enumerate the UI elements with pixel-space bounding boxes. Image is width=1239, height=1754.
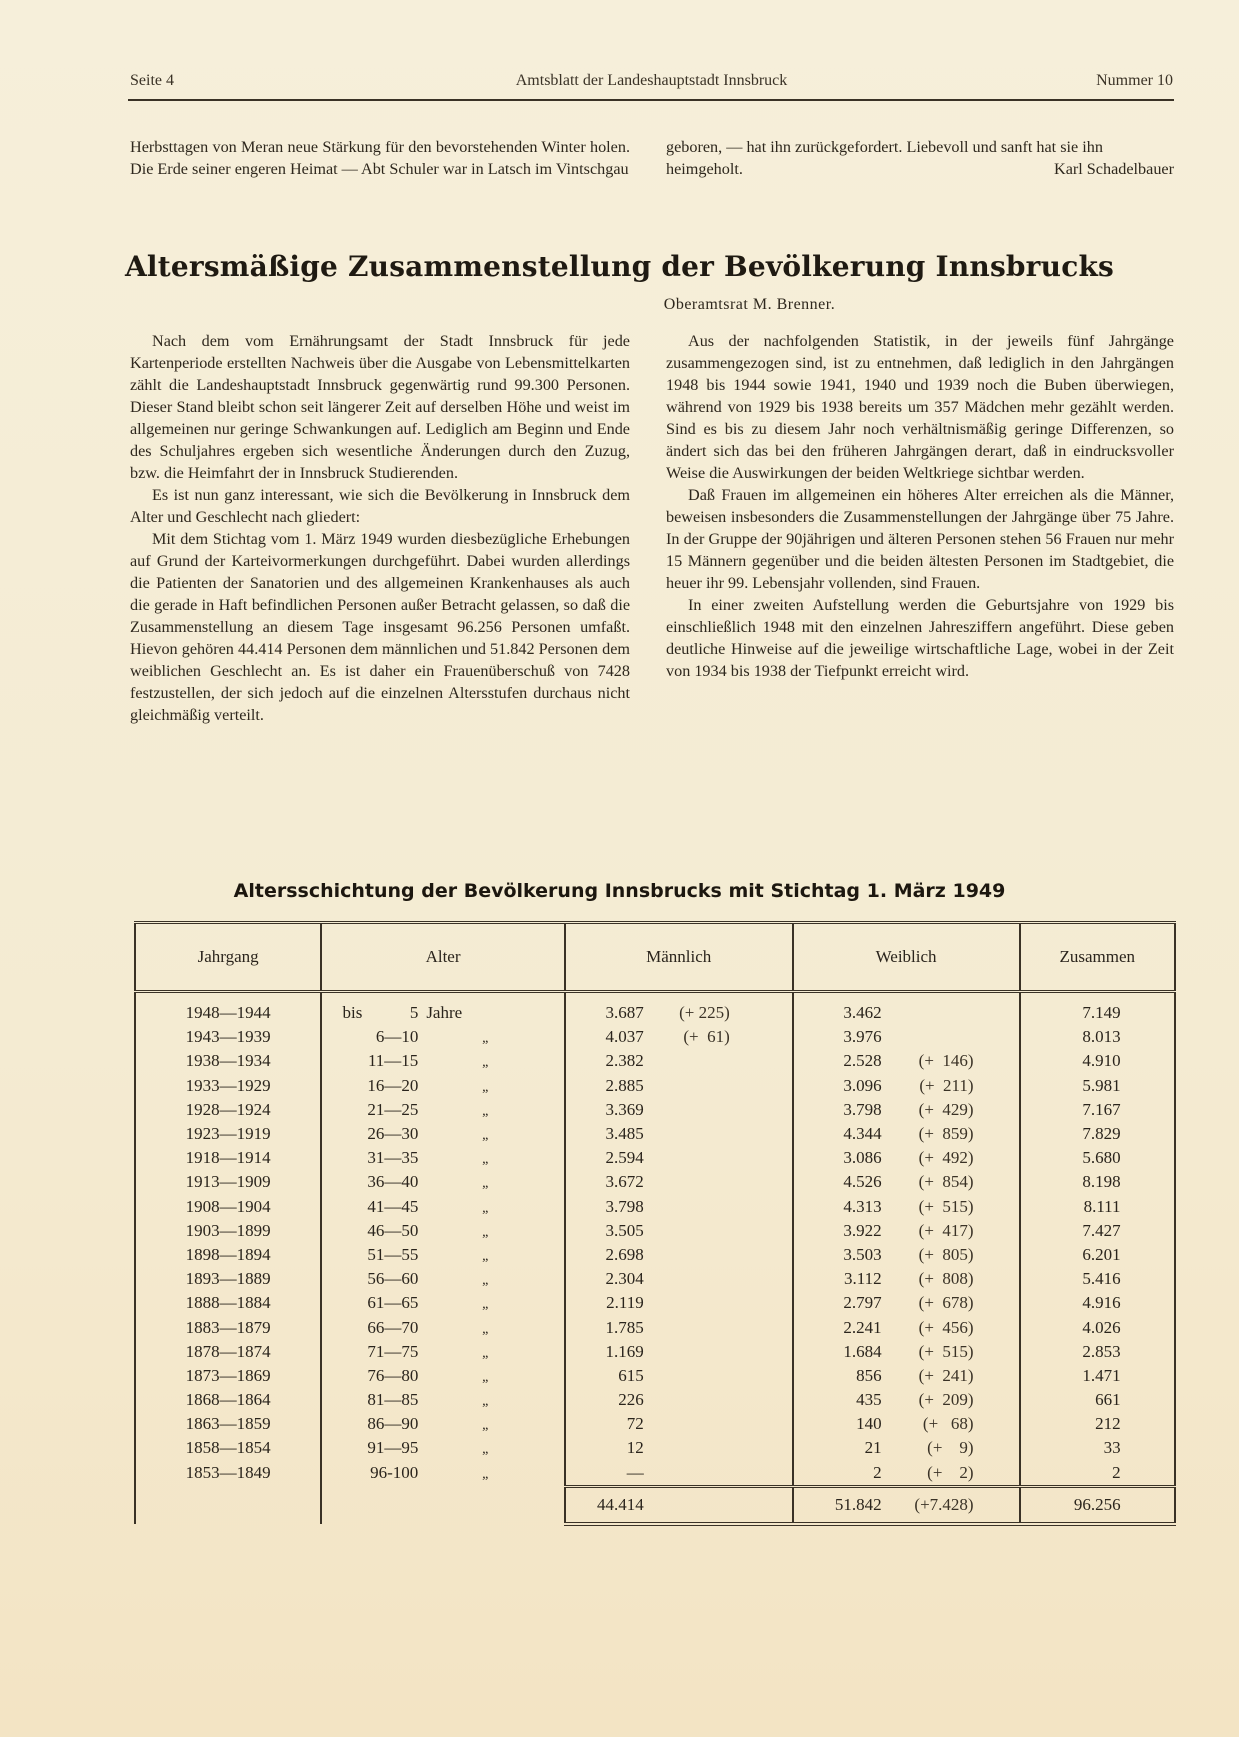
cell-zusammen — [1020, 1412, 1175, 1436]
female-surplus: (+ 241) — [918, 1365, 974, 1385]
total-count: 5.981 — [1082, 1075, 1121, 1095]
table-title: Altersschichtung der Bevölkerung Innsbrucks mit Stichtag 1. März 1949 — [233, 880, 1006, 902]
paragraph: Nach dem vom Ernährungsamt der Stadt Innsbruck für jede Kartenperiode erstellten Nachweis über die Ausgabe von Lebensmittelkarten zählt die Landeshauptstadt Innsbruck gegenwärtig rund 99.300 Personen. Dieser Stand bleibt schon seit längerer Zeit auf derselben Höhe und weist im allgemeinen nur geringe Schwankungen auf. Lediglich am Beginn und Ende des Schuljahres ergeben sich wesentliche Änderungen durch den Zuzug, bzw. die Heimfahrt der in Innsbruck Studierenden. — [130, 332, 630, 482]
male-count: 3.687 — [605, 1003, 644, 1023]
cell-weiblich — [793, 992, 1020, 1026]
total-count: 7.149 — [1082, 1003, 1121, 1023]
total-zusammen — [1020, 1486, 1175, 1524]
cell-weiblich — [793, 1170, 1020, 1194]
female-count: 435 — [856, 1390, 882, 1410]
cell-zusammen — [1020, 1291, 1175, 1315]
female-count: 140 — [856, 1414, 882, 1434]
cell-zusammen — [1020, 1195, 1175, 1219]
table-row — [135, 1122, 1175, 1146]
cell-weiblich — [793, 1049, 1020, 1073]
table-row — [135, 992, 1175, 1026]
cell-maennlich — [565, 1098, 793, 1122]
table-totals-row — [135, 1486, 1175, 1524]
article-title: Altersmäßige Zusammenstellung der Bevölkerung Innsbrucks — [124, 250, 1115, 283]
male-count: — — [626, 1462, 644, 1482]
cell-alter — [321, 1146, 564, 1170]
female-count: 3.462 — [843, 1003, 882, 1023]
cell-zusammen — [1020, 1074, 1175, 1098]
paragraph: Aus der nachfolgenden Statistik, in der jeweils fünf Jahrgänge zusammengezogen sind, ist zu entnehmen, daß lediglich in den Jahrgängen 1948 bis 1944 sowie 1941, 1940 und 1939 noch die Buben überwiegen, während von 1929 bis 1938 bereits um 357 Mädchen mehr gezählt werden. Sind es bis zu diesem Jahr noch verhältnismäßig geringe Differenzen, so ändert sich das bei den früheren Jahrgängen derart, daß in eindrucksvoller Weise die Auswirkungen der beiden Weltkriege sichtbar werden. — [666, 332, 1174, 482]
cell-alter — [321, 1243, 564, 1267]
blank-cell — [321, 1486, 564, 1524]
cell-jahrgang: 1918—1914 — [135, 1146, 321, 1170]
female-count: 3.922 — [843, 1220, 882, 1240]
cell-alter — [321, 1195, 564, 1219]
table-row — [135, 1170, 1175, 1194]
female-surplus: (+ 492) — [918, 1148, 974, 1168]
cell-jahrgang: 1908—1904 — [135, 1195, 321, 1219]
cell-maennlich — [565, 1436, 793, 1460]
age-unit: „ — [482, 1224, 489, 1240]
cell-jahrgang: 1883—1879 — [135, 1315, 321, 1339]
cell-maennlich — [565, 1291, 793, 1315]
cell-maennlich — [565, 1412, 793, 1436]
cell-weiblich — [793, 1291, 1020, 1315]
male-surplus: (+ 61) — [683, 1027, 730, 1047]
female-count: 2.241 — [843, 1317, 882, 1337]
female-count: 4.313 — [843, 1196, 882, 1216]
female-count: 856 — [856, 1365, 882, 1385]
male-surplus: (+ 225) — [679, 1003, 730, 1023]
age-range: 91—95 — [367, 1438, 419, 1458]
cell-alter — [321, 1122, 564, 1146]
female-count: 2.528 — [843, 1051, 882, 1071]
cell-maennlich — [565, 1025, 793, 1049]
male-count: 1.169 — [605, 1341, 644, 1361]
cell-zusammen — [1020, 1098, 1175, 1122]
cell-jahrgang: 1898—1894 — [135, 1243, 321, 1267]
cell-maennlich — [565, 1146, 793, 1170]
cell-zusammen — [1020, 1461, 1175, 1487]
cell-maennlich — [565, 1267, 793, 1291]
total-count: 6.201 — [1082, 1244, 1121, 1264]
table-row — [135, 1074, 1175, 1098]
age-range: 6—10 — [375, 1027, 419, 1047]
age-unit: „ — [482, 1369, 489, 1385]
table-row — [135, 1267, 1175, 1291]
cell-weiblich — [793, 1340, 1020, 1364]
female-total: 51.842 — [834, 1494, 882, 1514]
cell-alter — [321, 1098, 564, 1122]
article-left-column — [130, 330, 630, 726]
publication-title: Amtsblatt der Landeshauptstadt Innsbruck — [515, 72, 788, 89]
total-count: 4.910 — [1082, 1051, 1121, 1071]
total-count: 7.427 — [1082, 1220, 1121, 1240]
female-surplus: (+ 808) — [918, 1269, 974, 1289]
total-count: 8.198 — [1082, 1172, 1121, 1192]
cell-weiblich — [793, 1122, 1020, 1146]
age-range: 51—55 — [367, 1244, 419, 1264]
age-unit: „ — [482, 1273, 489, 1289]
male-count: 3.672 — [605, 1172, 644, 1192]
cell-zusammen — [1020, 1364, 1175, 1388]
header-jahrgang: Jahrgang — [135, 923, 321, 992]
male-count: 4.037 — [605, 1027, 644, 1047]
age-unit: „ — [482, 1345, 489, 1361]
cell-maennlich — [565, 1122, 793, 1146]
running-head — [130, 66, 1173, 94]
table-row — [135, 1049, 1175, 1073]
age-range: 96-100 — [370, 1463, 419, 1483]
cell-jahrgang: 1853—1849 — [135, 1461, 321, 1487]
cell-weiblich — [793, 1388, 1020, 1412]
age-unit: Jahre — [426, 1003, 463, 1023]
cell-jahrgang: 1948—1944 — [135, 992, 321, 1026]
header-weiblich: Weiblich — [793, 923, 1020, 992]
age-range: 36—40 — [367, 1172, 419, 1192]
total-count: 8.111 — [1083, 1196, 1121, 1216]
cell-alter — [321, 1219, 564, 1243]
age-unit: „ — [482, 1128, 489, 1144]
cell-alter — [321, 1291, 564, 1315]
age-range: 81—85 — [367, 1390, 419, 1410]
cell-jahrgang: 1933—1929 — [135, 1074, 321, 1098]
cell-alter — [321, 1170, 564, 1194]
cell-alter — [321, 1315, 564, 1339]
total-count: 661 — [1095, 1390, 1121, 1410]
cell-zusammen — [1020, 1243, 1175, 1267]
cell-alter — [321, 1364, 564, 1388]
female-surplus: (+ 678) — [918, 1293, 974, 1313]
male-count: 1.785 — [605, 1317, 644, 1337]
blank-cell — [135, 1486, 321, 1524]
cell-maennlich — [565, 1364, 793, 1388]
cell-zusammen — [1020, 1267, 1175, 1291]
cell-maennlich — [565, 1315, 793, 1339]
age-unit: „ — [482, 1297, 489, 1313]
age-unit: „ — [482, 1442, 489, 1458]
female-surplus: (+ 209) — [918, 1390, 974, 1410]
paragraph: Daß Frauen im allgemeinen ein höheres Alter erreichen als die Männer, beweisen insbesonders die Zusammenstellungen der Jahrgänge über 75 Jahre. In der Gruppe der 90jährigen und älteren Personen stehen 56 Frauen nur mehr 15 Männern gegenüber und die beiden ältesten Personen im Stadtgebiet, die heuer ihr 99. Lebensjahr vollenden, sind Frauen. — [666, 486, 1174, 592]
female-count: 1.684 — [843, 1341, 882, 1361]
cell-maennlich — [565, 1170, 793, 1194]
age-unit: „ — [482, 1152, 489, 1168]
age-prefix: bis — [342, 1003, 363, 1023]
cell-weiblich — [793, 1098, 1020, 1122]
table-row — [135, 1388, 1175, 1412]
age-unit: „ — [482, 1103, 489, 1119]
cell-maennlich — [565, 1195, 793, 1219]
prev-article-right: geboren, — hat ihn zurückgefordert. Liebevoll und sanft hat sie ihn heimgeholt. Karl Schadelbauer — [666, 138, 1174, 178]
table-row — [135, 1412, 1175, 1436]
female-surplus: (+ 211) — [919, 1075, 974, 1095]
female-surplus: (+ 854) — [918, 1172, 974, 1192]
cell-alter — [321, 1074, 564, 1098]
female-surplus-total: (+7.428) — [914, 1494, 974, 1514]
cell-jahrgang: 1923—1919 — [135, 1122, 321, 1146]
cell-maennlich — [565, 1049, 793, 1073]
age-unit: „ — [482, 1321, 489, 1337]
age-range: 66—70 — [367, 1317, 419, 1337]
cell-jahrgang: 1873—1869 — [135, 1364, 321, 1388]
cell-weiblich — [793, 1461, 1020, 1487]
male-total: 44.414 — [597, 1494, 644, 1514]
header-maennlich: Männlich — [565, 923, 793, 992]
age-range: 11—15 — [367, 1051, 419, 1071]
female-count: 3.503 — [843, 1244, 882, 1264]
age-range: 71—75 — [367, 1341, 419, 1361]
cell-maennlich — [565, 1388, 793, 1412]
table-row — [135, 1340, 1175, 1364]
female-surplus: (+ 417) — [918, 1220, 974, 1240]
paragraph: In einer zweiten Aufstellung werden die Geburtsjahre von 1929 bis einschließlich 1948 mit den einzelnen Jahresziffern angeführt. Diese geben deutliche Hinweise auf die jeweilige wirtschaftliche Lage, wobei in der Zeit von 1934 bis 1938 der Tiefpunkt erreicht wird. — [666, 596, 1174, 680]
cell-alter — [321, 1340, 564, 1364]
cell-maennlich — [565, 1243, 793, 1267]
cell-zusammen — [1020, 1436, 1175, 1460]
paragraph: Es ist nun ganz interessant, wie sich die Bevölkerung in Innsbruck dem Alter und Geschlecht nach gliedert: — [130, 486, 630, 526]
cell-alter — [321, 1267, 564, 1291]
cell-weiblich — [793, 1219, 1020, 1243]
female-count: 3.086 — [843, 1148, 882, 1168]
female-count: 2 — [873, 1462, 882, 1482]
male-count: 72 — [626, 1414, 644, 1434]
male-count: 2.698 — [605, 1244, 644, 1264]
age-unit: „ — [482, 1418, 489, 1434]
male-count: 2.885 — [605, 1075, 644, 1095]
cell-jahrgang: 1913—1909 — [135, 1170, 321, 1194]
table-row — [135, 1146, 1175, 1170]
male-count: 12 — [626, 1438, 644, 1458]
header-alter: Alter — [321, 923, 564, 992]
table-row — [135, 1219, 1175, 1243]
cell-maennlich — [565, 1074, 793, 1098]
male-count: 3.798 — [605, 1196, 644, 1216]
cell-weiblich — [793, 1364, 1020, 1388]
cell-weiblich — [793, 1146, 1020, 1170]
total-count: 8.013 — [1082, 1027, 1121, 1047]
female-count: 4.344 — [843, 1124, 882, 1144]
cell-zusammen — [1020, 1388, 1175, 1412]
male-count: 2.594 — [605, 1148, 644, 1168]
cell-jahrgang: 1938—1934 — [135, 1049, 321, 1073]
total-count: 4.916 — [1082, 1293, 1121, 1313]
cell-jahrgang: 1878—1874 — [135, 1340, 321, 1364]
age-range: 21—25 — [367, 1099, 419, 1119]
female-surplus: (+ 429) — [918, 1099, 974, 1119]
table-row — [135, 1098, 1175, 1122]
age-unit: „ — [482, 1248, 489, 1264]
age-distribution-table — [134, 921, 1176, 1526]
grand-total: 96.256 — [1073, 1494, 1121, 1514]
female-surplus: (+ 2) — [927, 1462, 974, 1482]
table-row — [135, 1315, 1175, 1339]
age-range: 16—20 — [367, 1075, 419, 1095]
cell-zusammen — [1020, 1219, 1175, 1243]
cell-jahrgang: 1893—1889 — [135, 1267, 321, 1291]
female-count: 3.112 — [843, 1269, 882, 1289]
cell-zusammen — [1020, 1049, 1175, 1073]
prev-article-left: Herbsttagen von Meran neue Stärkung für den bevorstehenden Winter holen. Die Erde seiner engeren Heimat — Abt Schuler war in Latsch im Vintschgau — [130, 138, 630, 178]
female-surplus: (+ 456) — [918, 1317, 974, 1337]
male-count: 2.382 — [605, 1051, 644, 1071]
cell-alter — [321, 1436, 564, 1460]
cell-jahrgang: 1858—1854 — [135, 1436, 321, 1460]
page-number: Seite 4 — [130, 72, 174, 89]
female-count: 3.976 — [843, 1027, 882, 1047]
cell-jahrgang: 1888—1884 — [135, 1291, 321, 1315]
total-count: 33 — [1103, 1438, 1121, 1458]
table-row — [135, 1195, 1175, 1219]
age-unit: „ — [482, 1079, 489, 1095]
article-author: Oberamtsrat M. Brenner. — [663, 296, 836, 313]
header-rule — [128, 99, 1174, 101]
cell-jahrgang: 1868—1864 — [135, 1388, 321, 1412]
male-count: 3.505 — [605, 1220, 644, 1240]
total-maennlich — [565, 1486, 793, 1524]
total-count: 4.026 — [1082, 1317, 1121, 1337]
female-surplus: (+ 859) — [918, 1124, 974, 1144]
cell-zusammen — [1020, 1340, 1175, 1364]
cell-zusammen — [1020, 1025, 1175, 1049]
female-count: 3.798 — [843, 1099, 882, 1119]
table-header-row — [135, 923, 1175, 992]
table-row — [135, 1364, 1175, 1388]
age-range: 31—35 — [367, 1148, 419, 1168]
age-unit: „ — [482, 1031, 489, 1047]
age-unit: „ — [482, 1176, 489, 1192]
cell-jahrgang: 1928—1924 — [135, 1098, 321, 1122]
female-surplus: (+ 805) — [918, 1244, 974, 1264]
cell-zusammen — [1020, 1122, 1175, 1146]
female-surplus: (+ 515) — [918, 1341, 974, 1361]
age-unit: „ — [482, 1467, 489, 1483]
female-surplus: (+ 68) — [922, 1414, 974, 1434]
cell-alter — [321, 1412, 564, 1436]
age-range: 76—80 — [367, 1365, 419, 1385]
female-count: 21 — [864, 1438, 882, 1458]
total-count: 2 — [1112, 1462, 1121, 1482]
table-row — [135, 1436, 1175, 1460]
cell-weiblich — [793, 1074, 1020, 1098]
cell-zusammen — [1020, 1170, 1175, 1194]
age-range: 41—45 — [367, 1196, 419, 1216]
female-count: 3.096 — [843, 1075, 882, 1095]
cell-zusammen — [1020, 992, 1175, 1026]
age-unit: „ — [482, 1055, 489, 1071]
table-row — [135, 1243, 1175, 1267]
age-range: 56—60 — [367, 1269, 419, 1289]
female-count: 4.526 — [843, 1172, 882, 1192]
article-right-column — [666, 330, 1174, 682]
cell-zusammen — [1020, 1315, 1175, 1339]
female-surplus: (+ 515) — [918, 1196, 974, 1216]
male-count: 3.485 — [605, 1124, 644, 1144]
male-count: 2.119 — [606, 1293, 644, 1313]
female-surplus: (+ 146) — [918, 1051, 974, 1071]
age-unit: „ — [482, 1394, 489, 1410]
header-zusammen: Zusammen — [1020, 923, 1175, 992]
cell-weiblich — [793, 1243, 1020, 1267]
cell-weiblich — [793, 1412, 1020, 1436]
cell-jahrgang: 1863—1859 — [135, 1412, 321, 1436]
cell-alter — [321, 1049, 564, 1073]
cell-alter — [321, 1461, 564, 1487]
age-range: 46—50 — [367, 1220, 419, 1240]
paragraph: Mit dem Stichtag vom 1. März 1949 wurden diesbezügliche Erhebungen auf Grund der Karteivormerkungen durchgeführt. Dabei wurden allerdings die Patienten der Sanatorien und des allgemeinen Krankenhauses als auch die gerade in Haft befindlichen Personen außer Betracht gelassen, so daß die Zusammenstellung an diesem Tage insgesamt 96.256 Personen umfaßt. Hievon gehören 44.414 Personen dem männlichen und 51.842 Personen dem weiblichen Geschlecht an. Es ist daher ein Frauenüberschuß von 7428 festzustellen, der sich jedoch auf die einzelnen Altersstufen durchaus nicht gleichmäßig verteilt. — [130, 530, 630, 724]
cell-weiblich — [793, 1025, 1020, 1049]
female-count: 2.797 — [843, 1293, 882, 1313]
male-count: 2.304 — [605, 1269, 644, 1289]
cell-alter — [321, 1025, 564, 1049]
cell-weiblich — [793, 1436, 1020, 1460]
cell-jahrgang: 1943—1939 — [135, 1025, 321, 1049]
cell-maennlich — [565, 1219, 793, 1243]
age-range: 26—30 — [367, 1124, 419, 1144]
cell-alter — [321, 992, 564, 1026]
cell-maennlich — [565, 1340, 793, 1364]
cell-weiblich — [793, 1267, 1020, 1291]
total-count: 2.853 — [1082, 1341, 1121, 1361]
total-count: 5.416 — [1082, 1269, 1121, 1289]
total-weiblich — [793, 1486, 1020, 1524]
total-count: 7.167 — [1082, 1099, 1121, 1119]
total-count: 7.829 — [1082, 1124, 1121, 1144]
table-row — [135, 1025, 1175, 1049]
age-range: 61—65 — [367, 1293, 419, 1313]
total-count: 1.471 — [1082, 1365, 1121, 1385]
male-count: 615 — [618, 1365, 644, 1385]
cell-jahrgang: 1903—1899 — [135, 1219, 321, 1243]
cell-alter — [321, 1388, 564, 1412]
cell-maennlich — [565, 992, 793, 1026]
cell-weiblich — [793, 1195, 1020, 1219]
cell-weiblich — [793, 1315, 1020, 1339]
table-row — [135, 1461, 1175, 1487]
cell-maennlich — [565, 1461, 793, 1487]
signature: Karl Schadelbauer — [1054, 160, 1174, 178]
total-count: 212 — [1095, 1414, 1121, 1434]
total-count: 5.680 — [1082, 1148, 1121, 1168]
male-count: 226 — [618, 1390, 644, 1410]
male-count: 3.369 — [605, 1099, 644, 1119]
age-range: 86—90 — [367, 1414, 419, 1434]
female-surplus: (+ 9) — [927, 1438, 974, 1458]
age-range: 5 — [409, 1003, 419, 1023]
cell-zusammen — [1020, 1146, 1175, 1170]
age-unit: „ — [482, 1200, 489, 1216]
table-row — [135, 1291, 1175, 1315]
issue-number: Nummer 10 — [1096, 72, 1173, 89]
